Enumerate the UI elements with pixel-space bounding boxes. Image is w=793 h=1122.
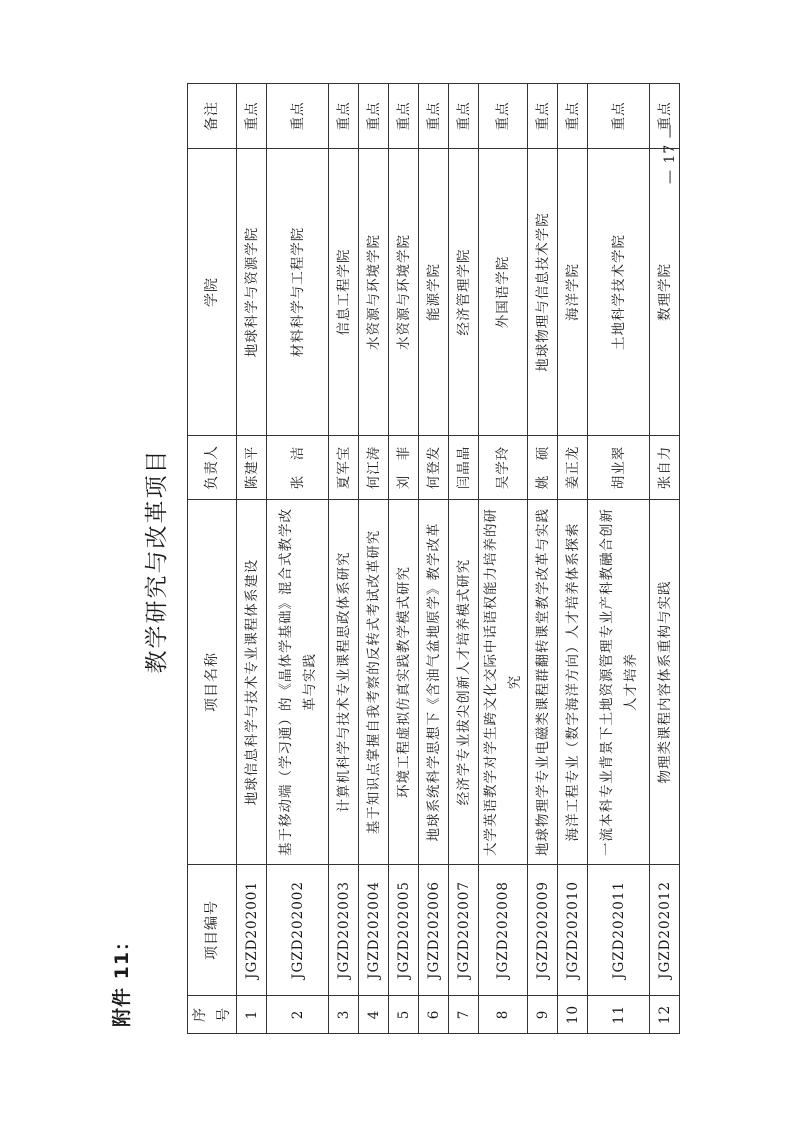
cell-no: 9 [528, 996, 558, 1034]
cell-note: 重点 [588, 84, 650, 149]
table-row [449, 84, 479, 1034]
cell-leader: 何登发 [419, 436, 449, 500]
cell-note: 重点 [449, 84, 479, 149]
cell-name: 地球系统科学思想下《含油气盆地原学》教学改革 [419, 500, 449, 865]
cell-no: 1 [237, 996, 267, 1034]
cell-code: JGZD202006 [419, 865, 449, 996]
header-code: 项目编号 [188, 865, 237, 996]
cell-name: 物理类课程内容体系重构与实践 [650, 500, 680, 865]
cell-leader: 夏军宝 [329, 436, 359, 500]
table-row [588, 84, 650, 1034]
table-row [558, 84, 588, 1034]
cell-note: 重点 [389, 84, 419, 149]
cell-name: 一流本科专业背景下土地资源管理专业产科教融合创新人才培养 [588, 500, 650, 865]
table-row [389, 84, 419, 1034]
cell-school: 地球科学与资源学院 [237, 149, 267, 436]
header-name: 项目名称 [188, 500, 237, 865]
table-row [359, 84, 389, 1034]
cell-code: JGZD202003 [329, 865, 359, 996]
cell-no: 4 [359, 996, 389, 1034]
cell-name: 地球信息科学与技术专业课程体系建设 [237, 500, 267, 865]
table-header-row [188, 84, 237, 1034]
cell-school: 外国语学院 [479, 149, 528, 436]
cell-school: 能源学院 [419, 149, 449, 436]
table-row [237, 84, 267, 1034]
cell-no: 3 [329, 996, 359, 1034]
cell-leader: 何江涛 [359, 436, 389, 500]
cell-name: 大学英语教学对学生跨文化交际中话语权能力培养的研究 [479, 500, 528, 865]
cell-code: JGZD202007 [449, 865, 479, 996]
cell-leader: 刘 菲 [389, 436, 419, 500]
cell-code: JGZD202009 [528, 865, 558, 996]
cell-leader: 张 洁 [267, 436, 329, 500]
cell-no: 8 [479, 996, 528, 1034]
cell-name: 基于知识点掌握自我考察的反转式考试改革研究 [359, 500, 389, 865]
cell-leader: 胡业翠 [588, 436, 650, 500]
project-table [187, 83, 680, 1034]
page-number: — 17 — [662, 123, 678, 184]
header-no: 序号 [188, 996, 237, 1034]
table-row [650, 84, 680, 1034]
cell-no: 12 [650, 996, 680, 1034]
cell-no: 7 [449, 996, 479, 1034]
cell-school: 经济管理学院 [449, 149, 479, 436]
cell-leader: 吴学玲 [479, 436, 528, 500]
cell-note: 重点 [479, 84, 528, 149]
cell-school: 地球物理与信息技术学院 [528, 149, 558, 436]
cell-code: JGZD202001 [237, 865, 267, 996]
cell-school: 材料科学与工程学院 [267, 149, 329, 436]
cell-note: 重点 [237, 84, 267, 149]
cell-leader: 陈建平 [237, 436, 267, 500]
cell-school: 数理学院 [650, 149, 680, 436]
cell-code: JGZD202011 [588, 865, 650, 996]
cell-code: JGZD202012 [650, 865, 680, 996]
cell-school: 水资源与环境学院 [389, 149, 419, 436]
cell-name: 地球物理学专业电磁类课程群翻转课堂教学改革与实践 [528, 500, 558, 865]
cell-note: 重点 [419, 84, 449, 149]
cell-leader: 姚 硕 [528, 436, 558, 500]
cell-no: 2 [267, 996, 329, 1034]
cell-leader: 姜正龙 [558, 436, 588, 500]
table-row [267, 84, 329, 1034]
page-title: 教学研究与改革项目 [144, 448, 170, 674]
cell-name: 基于移动端（学习通）的《晶体学基础》混合式教学改革与实践 [267, 500, 329, 865]
cell-note: 重点 [267, 84, 329, 149]
cell-school: 土地科学技术学院 [588, 149, 650, 436]
cell-note: 重点 [329, 84, 359, 149]
cell-name: 计算机科学与技术专业课程思政体系研究 [329, 500, 359, 865]
header-leader: 负责人 [188, 436, 237, 500]
cell-no: 5 [389, 996, 419, 1034]
cell-note: 重点 [650, 84, 680, 149]
attachment-label: 附件 11： [111, 930, 133, 1027]
cell-leader: 闫晶晶 [449, 436, 479, 500]
table-row [419, 84, 449, 1034]
cell-no: 11 [588, 996, 650, 1034]
cell-code: JGZD202005 [389, 865, 419, 996]
cell-code: JGZD202008 [479, 865, 528, 996]
cell-note: 重点 [359, 84, 389, 149]
cell-school: 海洋学院 [558, 149, 588, 436]
header-school: 学院 [188, 149, 237, 436]
cell-name: 经济学专业拔尖创新人才培养模式研究 [449, 500, 479, 865]
cell-note: 重点 [558, 84, 588, 149]
cell-note: 重点 [528, 84, 558, 149]
cell-code: JGZD202004 [359, 865, 389, 996]
cell-no: 10 [558, 996, 588, 1034]
cell-no: 6 [419, 996, 449, 1034]
header-note: 备注 [188, 84, 237, 149]
cell-school: 信息工程学院 [329, 149, 359, 436]
cell-school: 水资源与环境学院 [359, 149, 389, 436]
table-row [528, 84, 558, 1034]
cell-name: 海洋工程专业（数字海洋方向）人才培养体系探索 [558, 500, 588, 865]
table-row [479, 84, 528, 1034]
cell-code: JGZD202002 [267, 865, 329, 996]
cell-name: 环境工程虚拟仿真实践教学模式研究 [389, 500, 419, 865]
table-row [329, 84, 359, 1034]
cell-code: JGZD202010 [558, 865, 588, 996]
cell-leader: 张自力 [650, 436, 680, 500]
